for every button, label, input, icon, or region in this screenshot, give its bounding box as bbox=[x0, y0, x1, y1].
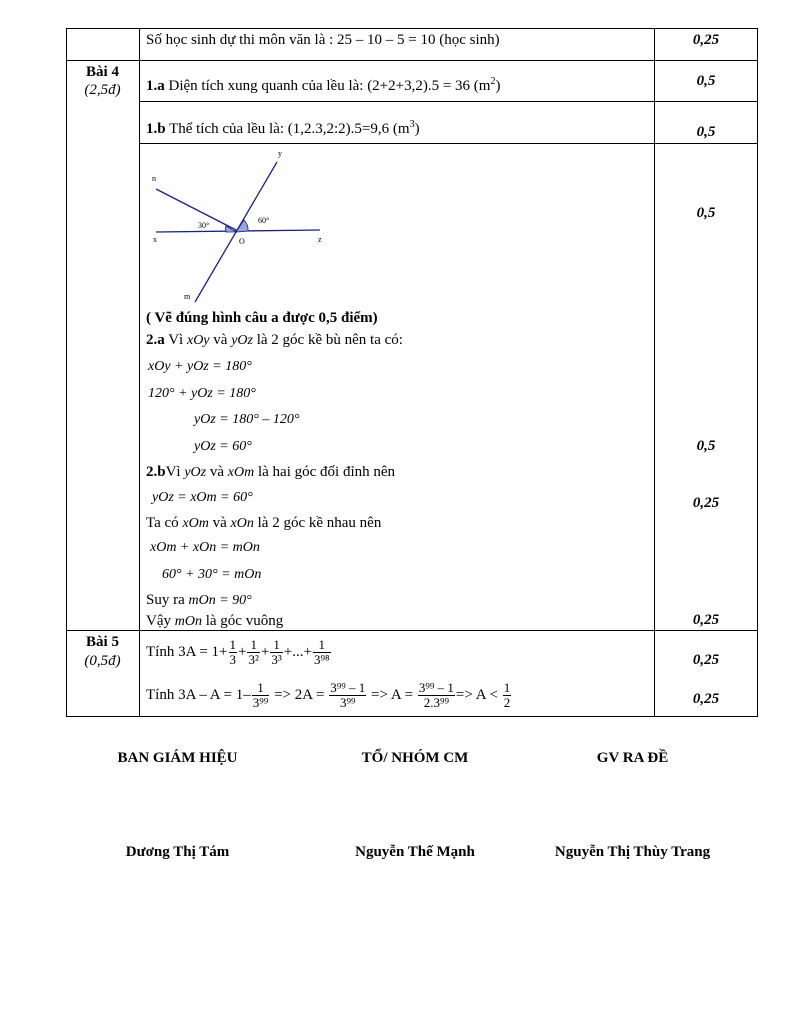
q2b-line bbox=[146, 463, 395, 482]
eq5-score: 0,25 bbox=[692, 495, 720, 511]
b5l2-t2: => A = bbox=[367, 687, 417, 703]
bai5-line2 bbox=[146, 676, 512, 714]
bai5-line1-score: 0,25 bbox=[692, 652, 720, 668]
row0-score: 0,25 bbox=[692, 32, 720, 48]
q1a-label: 1.a bbox=[146, 78, 165, 94]
b5l1-dots: +...+ bbox=[283, 644, 312, 660]
q2b-mid: và bbox=[206, 464, 228, 480]
tc-post: là 2 góc kề nhau nên bbox=[253, 515, 382, 531]
frac-a bbox=[418, 681, 455, 710]
b5l1-plus1: + bbox=[238, 644, 247, 660]
q2a-m1: xOy bbox=[186, 333, 210, 348]
q2b-post: là hai góc đối đỉnh nên bbox=[254, 464, 396, 480]
q2b-pre: Vì bbox=[165, 464, 185, 480]
frac-1-3sq bbox=[247, 638, 259, 667]
sig-name-board: Dương Thị Tám bbox=[125, 844, 230, 860]
q1b-line bbox=[146, 116, 420, 138]
sig-header-group: TỔ/ NHÓM CM bbox=[361, 750, 469, 766]
frac-1-3pow98-den: 3⁹⁸ bbox=[313, 651, 330, 667]
sig-header-board: BAN GIÁM HIỆU bbox=[117, 750, 238, 766]
b5l1-pre: Tính 3A = 1+ bbox=[146, 644, 228, 660]
q1a-line bbox=[146, 73, 500, 95]
frac-1-2-num: 1 bbox=[503, 679, 511, 695]
q1a-end: ) bbox=[495, 78, 501, 94]
frac-2a-den: 3⁹⁹ bbox=[339, 694, 356, 710]
frac-1-3pow98 bbox=[313, 638, 331, 667]
sr-pre: Suy ra bbox=[146, 592, 189, 608]
b5l2-pre: Tính 3A – A = 1– bbox=[146, 687, 251, 703]
vay-m: mOn bbox=[174, 614, 202, 629]
q1b-text: Thể tích của lều là: (1,2.3,2:2).5=9,6 (m bbox=[165, 121, 410, 137]
label-z: z bbox=[318, 235, 322, 244]
q1b-end: ) bbox=[414, 121, 420, 137]
q2a-line bbox=[146, 331, 403, 350]
frac-1-3cube bbox=[270, 638, 282, 667]
angle-figure bbox=[140, 144, 340, 306]
q2b-m2: xOm bbox=[227, 465, 255, 480]
q1b-label: 1.b bbox=[146, 121, 166, 137]
q2a-label: 2.a bbox=[146, 332, 165, 348]
frac-1-3sq-den: 3² bbox=[248, 651, 259, 667]
frac-1-2 bbox=[503, 681, 512, 710]
q2b-m1: yOz bbox=[184, 465, 207, 480]
q1a-score: 0,5 bbox=[696, 73, 716, 89]
tc-m1: xOm bbox=[182, 516, 209, 531]
frac-2a-num: 3⁹⁹ – 1 bbox=[330, 679, 366, 695]
label-30: 30° bbox=[198, 221, 210, 230]
eq6: xOm + xOn = mOn bbox=[150, 540, 260, 555]
q2a-mid: và bbox=[209, 332, 232, 348]
frac-1-3cube-den: 3³ bbox=[271, 651, 282, 667]
q1a-text: Diện tích xung quanh của lều là: (2+2+3,2).5 = 36 (m bbox=[164, 78, 491, 94]
b5l2-t1: => 2A = bbox=[270, 687, 329, 703]
tc-m2: xOn bbox=[230, 516, 254, 531]
sig-name-group: Nguyễn Thế Mạnh bbox=[355, 844, 475, 860]
fig-score: 0,5 bbox=[696, 205, 716, 221]
label-60: 60° bbox=[258, 216, 270, 225]
sr-m: mOn = 90° bbox=[188, 593, 252, 608]
frac-1-3 bbox=[229, 638, 238, 667]
row0-text: Số học sinh dự thi môn văn là : 25 – 10 – 5 = 10 (học sinh) bbox=[146, 32, 500, 48]
eq7: 60° + 30° = mOn bbox=[162, 567, 262, 582]
frac-1-3sq-num: 1 bbox=[247, 638, 259, 653]
tc-pre: Ta có bbox=[146, 515, 183, 531]
b5l2-t3: => A < bbox=[455, 687, 502, 703]
sig-name-teacher: Nguyễn Thị Thùy Trang bbox=[554, 844, 711, 860]
frac-1-3pow99-num: 1 bbox=[252, 681, 270, 696]
frac-2a bbox=[329, 681, 366, 710]
q2a-post: là 2 góc kề bù nên ta có: bbox=[252, 332, 403, 348]
bai5-line1 bbox=[146, 634, 332, 670]
q1b-score: 0,5 bbox=[696, 124, 716, 140]
q1a-sup: 2 bbox=[490, 76, 496, 87]
label-y: y bbox=[278, 149, 282, 158]
eq4-score: 0,5 bbox=[696, 438, 716, 454]
label-x: x bbox=[153, 235, 157, 244]
frac-1-3pow99 bbox=[252, 681, 270, 710]
bai5-points: (0,5đ) bbox=[84, 653, 121, 669]
tc-mid: và bbox=[208, 515, 231, 531]
sig-header-teacher: GV RA ĐỀ bbox=[596, 750, 669, 766]
frac-1-3pow98-num: 1 bbox=[313, 638, 331, 653]
tc-line bbox=[146, 514, 381, 533]
frac-1-3-num: 1 bbox=[229, 636, 237, 652]
label-n: n bbox=[152, 174, 156, 183]
eq2: 120° + yOz = 180° bbox=[148, 386, 256, 401]
label-o: O bbox=[239, 237, 245, 246]
figure-note: ( Vẽ đúng hình câu a được 0,5 điểm) bbox=[146, 310, 378, 326]
label-m: m bbox=[184, 292, 191, 301]
sr-line bbox=[146, 591, 252, 610]
b5l1-plus2: + bbox=[260, 644, 270, 660]
q2b-label: 2.b bbox=[146, 464, 166, 480]
q2a-m2: yOz bbox=[231, 333, 253, 348]
ray-on bbox=[156, 189, 238, 231]
frac-a-num: 3⁹⁹ – 1 bbox=[418, 679, 454, 695]
vay-line bbox=[146, 612, 283, 631]
bai4-points: (2,5đ) bbox=[84, 82, 121, 98]
bai4-title: Bài 4 bbox=[86, 64, 119, 80]
vay-pre: Vậy bbox=[146, 613, 175, 629]
frac-1-3cube-num: 1 bbox=[270, 638, 282, 653]
vay-post: là góc vuông bbox=[201, 613, 284, 629]
eq4: yOz = 60° bbox=[194, 439, 252, 454]
eq1: xOy + yOz = 180° bbox=[148, 359, 252, 374]
frac-a-den: 2.3⁹⁹ bbox=[423, 694, 450, 710]
eq3: yOz = 180° – 120° bbox=[194, 412, 300, 427]
frac-1-2-den: 2 bbox=[503, 694, 511, 710]
bai5-line2-score: 0,25 bbox=[692, 691, 720, 707]
frac-1-3-den: 3 bbox=[229, 651, 237, 667]
vay-score: 0,25 bbox=[692, 612, 720, 628]
bai5-title: Bài 5 bbox=[86, 634, 119, 650]
q1b-sup: 3 bbox=[409, 119, 415, 130]
frac-1-3pow99-den: 3⁹⁹ bbox=[252, 694, 269, 710]
eq5: yOz = xOm = 60° bbox=[152, 490, 253, 505]
q2a-pre: Vì bbox=[164, 332, 187, 348]
